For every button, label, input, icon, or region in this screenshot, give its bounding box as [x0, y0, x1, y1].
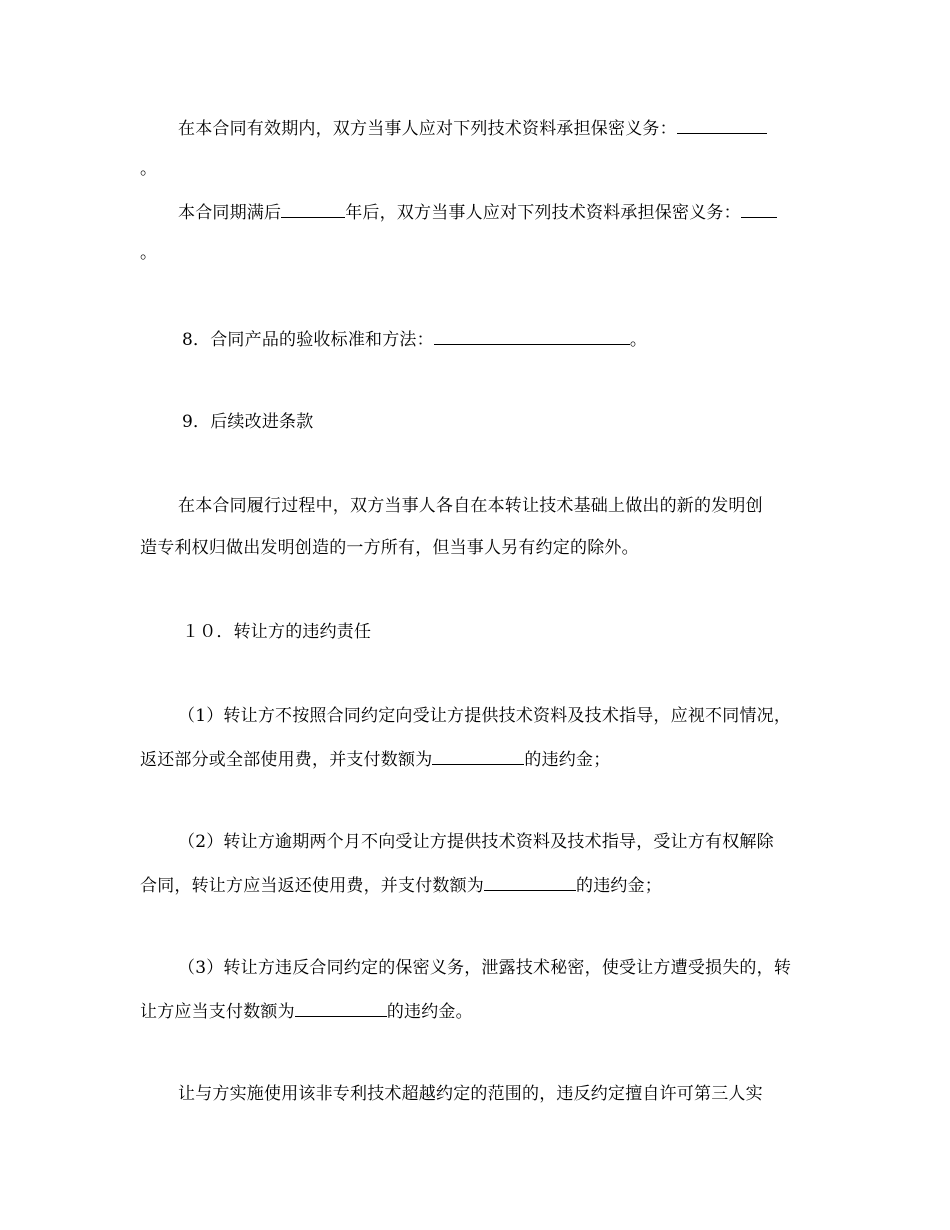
confidentiality-blank[interactable] [677, 116, 767, 134]
post-term-prefix: 本合同期满后 [178, 203, 282, 223]
liability-2-line-2 [140, 873, 820, 897]
clause-8-text: 8．合同产品的验收标准和方法： [182, 330, 434, 350]
improvement-paragraph-line-2: 造专利权归做出发明创造的一方所有，但当事人另有约定的除外。 [140, 538, 639, 558]
confidentiality-paragraph [178, 116, 858, 140]
liability-3-suffix: 的违约金。 [386, 1002, 473, 1022]
post-term-suffix: 年后，双方当事人应对下列技术资料承担保密义务： [345, 203, 741, 223]
liability-1-prefix: 返还部分或全部使用费，并支付数额为 [140, 750, 433, 770]
liability-3-line-2 [140, 999, 820, 1023]
liability-3-prefix: 让方应当支付数额为 [140, 1002, 295, 1022]
liability-1-suffix: 的违约金； [524, 750, 611, 770]
liability-3-line-1: （3）转让方违反合同约定的保密义务，泄露技术秘密，使受让方遭受损失的，转 [178, 958, 792, 978]
post-term-end: 。 [140, 243, 158, 263]
liability-1-line-1: （1）转让方不按照合同约定向受让方提供技术资料及技术指导，应视不同情况， [178, 706, 792, 726]
liability-3-amount-blank[interactable] [295, 999, 387, 1017]
post-term-paragraph [178, 200, 858, 224]
scope-violation-line-1: 让与方实施使用该非专利技术超越约定的范围的，违反约定擅自许可第三人实 [178, 1084, 763, 1104]
acceptance-standard-blank[interactable] [434, 327, 630, 345]
liability-2-amount-blank[interactable] [484, 873, 576, 891]
clause-8 [182, 327, 862, 351]
liability-1-amount-blank[interactable] [432, 747, 524, 765]
liability-2-prefix: 合同，转让方应当返还使用费，并支付数额为 [140, 876, 484, 896]
liability-2-line-1: （2）转让方逾期两个月不向受让方提供技术资料及技术指导，受让方有权解除 [178, 832, 774, 852]
confidentiality-text: 在本合同有效期内，双方当事人应对下列技术资料承担保密义务： [178, 119, 677, 139]
confidentiality-end: 。 [140, 159, 158, 179]
clause-10-heading: １０．转让方的违约责任 [182, 622, 372, 642]
post-term-blank[interactable] [741, 200, 777, 218]
clause-9-heading: 9．后续改进条款 [182, 412, 314, 432]
liability-1-line-2 [140, 747, 820, 771]
liability-2-suffix: 的违约金； [576, 876, 662, 896]
post-term-years-blank[interactable] [281, 200, 345, 218]
clause-8-end: 。 [629, 330, 648, 350]
improvement-paragraph-line-1: 在本合同履行过程中，双方当事人各自在本转让技术基础上做出的新的发明创 [178, 496, 763, 516]
